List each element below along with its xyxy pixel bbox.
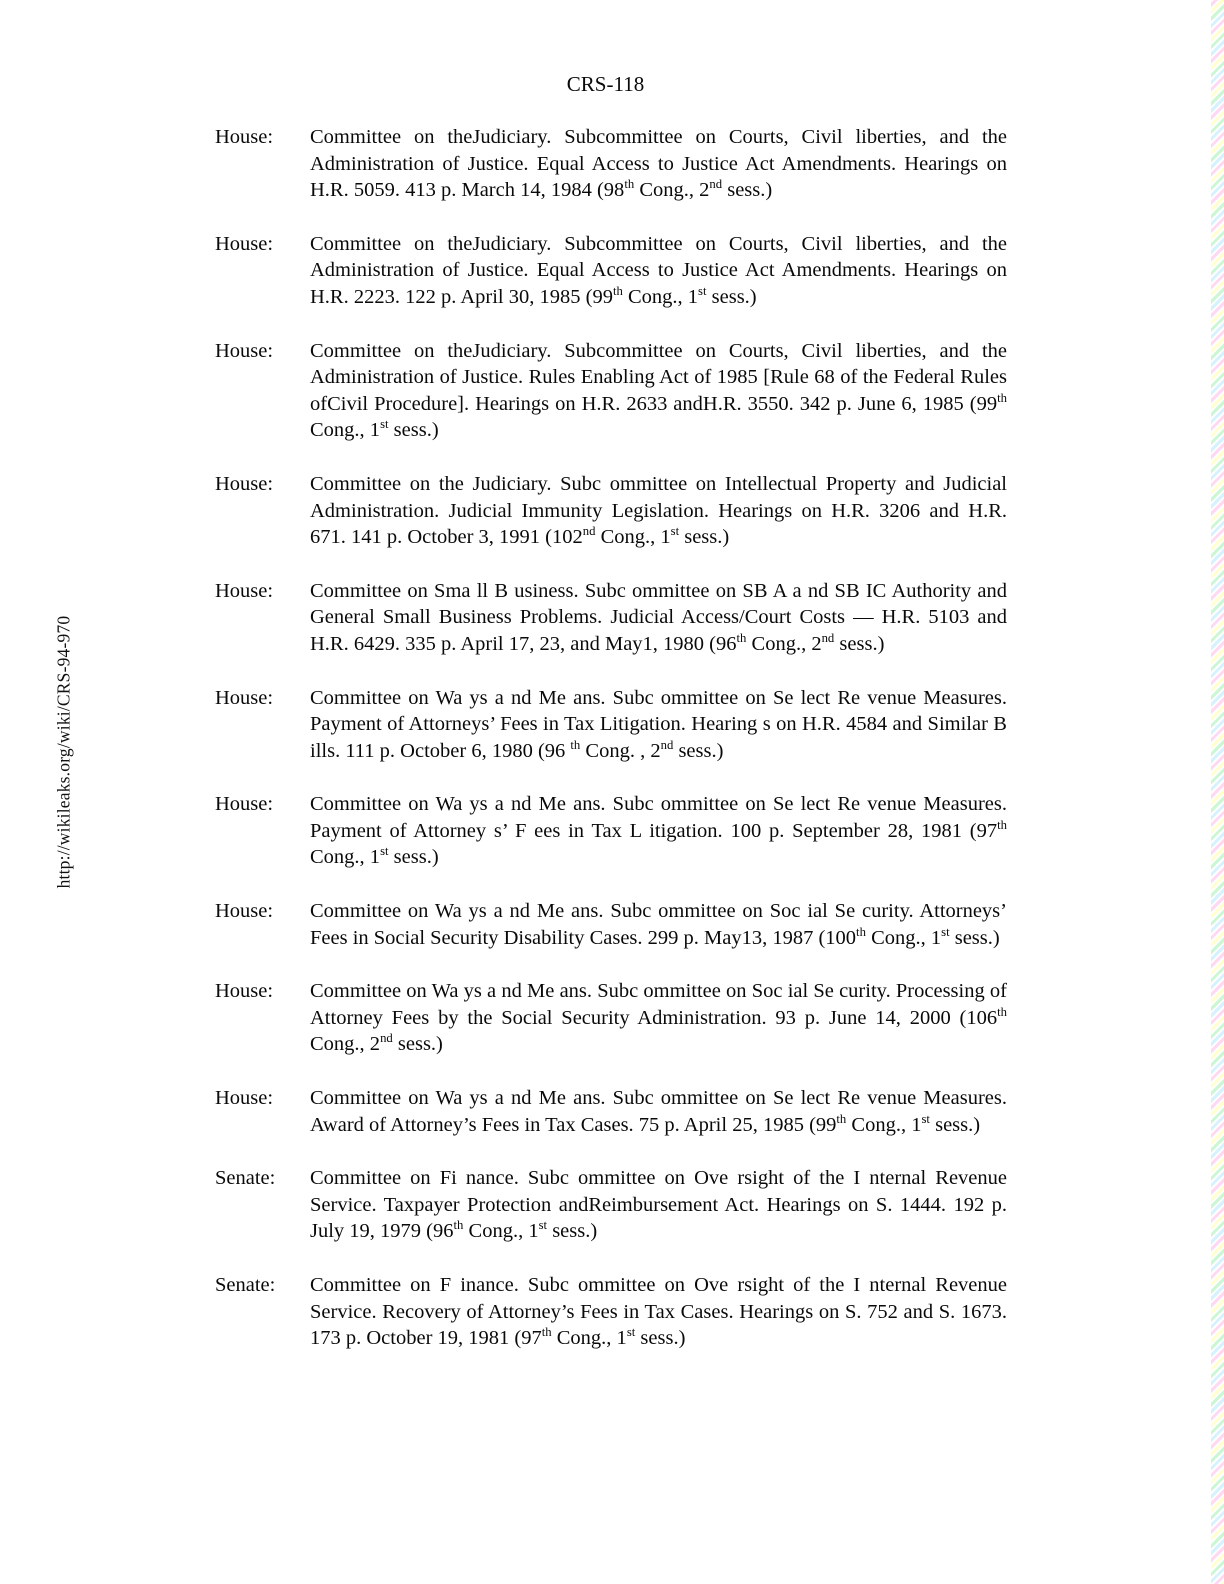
citation-text: Committee on theJudiciary. Subcommittee on Courts, Civil liberties, and the Administration of Justice. Rules Enabling Act of 1985 [Rule 68 of the Federal Rules ofCivil Procedure]. Hearings on H.R. 2633 andH.R. 3550. 342 p. June 6, 1985 (99th Cong., 1st sess.): [310, 339, 1007, 442]
citation-text: Committee on Wa ys a nd Me ans. Subc ommittee on Se lect Re venue Measures. Award of Attorney’s Fees in Tax Cases. 75 p. April 25, 1985 (99th Cong., 1st sess.): [310, 1087, 1007, 1136]
citation-text: Committee on Wa ys a nd Me ans. Subc ommittee on Se lect Re venue Measures. Payment of Attorneys’ Fees in Tax Litigation. Hearing s on H.R. 4584 and Similar B ills. 111 p. October 6, 1980 (96 $^{th}$ Cong. , 2nd sess.): [310, 686, 1007, 762]
citation-entry: [215, 471, 1007, 551]
chamber-label: Senate:: [215, 1167, 276, 1190]
chamber-label: House:: [215, 232, 274, 255]
citation-entry: [215, 338, 1007, 444]
chamber-label: House:: [215, 472, 274, 495]
citation-entry: [215, 1085, 1007, 1138]
chamber-label: House:: [215, 339, 274, 362]
chamber-label: Senate:: [215, 1274, 276, 1296]
chamber-label: House:: [215, 900, 274, 923]
citation-text: Committee on Fi nance. Subc ommittee on Ove rsight of the I nternal Revenue Service. Taxpayer Protection andReimbursement Act. Hearings on S. 1444. 192 p. July 19, 1979 (96th Cong., 1st sess.): [310, 1167, 1007, 1243]
citation-text: Committee on F inance. Subc ommittee on Ove rsight of the I nternal Revenue Service. Recovery of Attorney’s Fees in Tax Cases. Hearings on S. 752 and S. 1673. 173 p. October 19, 1981 (97th Cong., 1st sess.): [310, 1274, 1007, 1350]
citation-entry: [215, 791, 1007, 871]
chamber-label: House:: [215, 1087, 274, 1110]
page-title: CRS-118: [566, 72, 645, 96]
chamber-label: House:: [215, 793, 274, 816]
chamber-label: House:: [215, 579, 274, 602]
citation-text: Committee on Wa ys a nd Me ans. Subc ommittee on Soc ial Se curity. Attorneys’ Fees in Social Security Disability Cases. 299 p. May13, 1987 (100th Cong., 1st sess.): [310, 900, 1007, 949]
citation-entry: [215, 578, 1007, 658]
citation-text: Committee on Wa ys a nd Me ans. Subc ommittee on Se lect Re venue Measures. Payment of Attorney s’ F ees in Tax L itigation. 100 p. September 28, 1981 (97th Cong., 1st sess.): [310, 793, 1007, 869]
citation-entry: [215, 685, 1007, 765]
citation-text: Committee on the Judiciary. Subc ommittee on Intellectual Property and Judicial Administration. Judicial Immunity Legislation. Hearings on H.R. 3206 and H.R. 671. 141 p. October 3, 1991 (102nd Cong., 1st sess.): [310, 472, 1007, 549]
citation-list: [215, 124, 1007, 1379]
chamber-label: House:: [215, 126, 274, 148]
citation-entry: [215, 1165, 1007, 1245]
citation-text: Committee on theJudiciary. Subcommittee on Courts, Civil liberties, and the Administration of Justice. Equal Access to Justice Act Amendments. Hearings on H.R. 2223. 122 p. April 30, 1985 (99th Cong., 1st sess.): [310, 232, 1007, 308]
citation-entry: [215, 1272, 1007, 1352]
citation-text: Committee on Wa ys a nd Me ans. Subc ommittee on Soc ial Se curity. Processing of Attorney Fees by the Social Security Administration. 93 p. June 14, 2000 (106th Cong., 2nd sess.): [310, 980, 1007, 1056]
citation-entry: [215, 231, 1007, 311]
citation-entry: [215, 978, 1007, 1058]
chamber-label: House:: [215, 980, 274, 1003]
citation-entry: [215, 124, 1007, 204]
citation-entry: [215, 898, 1007, 951]
edge-pattern: [1211, 0, 1224, 1584]
citation-text: Committee on Sma ll B usiness. Subc ommittee on SB A a nd SB IC Authority and General Small Business Problems. Judicial Access/Court Costs — H.R. 5103 and H.R. 6429. 335 p. April 17, 23, and May1, 1980 (96th Cong., 2nd sess.): [310, 579, 1007, 655]
wikileaks-url: http://wikileaks.org/wiki/CRS-94-970: [53, 615, 74, 889]
citation-text: Committee on theJudiciary. Subcommittee on Courts, Civil liberties, and the Administration of Justice. Equal Access to Justice Act Amendments. Hearings on H.R. 5059. 413 p. March 14, 1984 (98th Cong., 2nd sess.): [310, 126, 1007, 202]
chamber-label: House:: [215, 686, 274, 709]
